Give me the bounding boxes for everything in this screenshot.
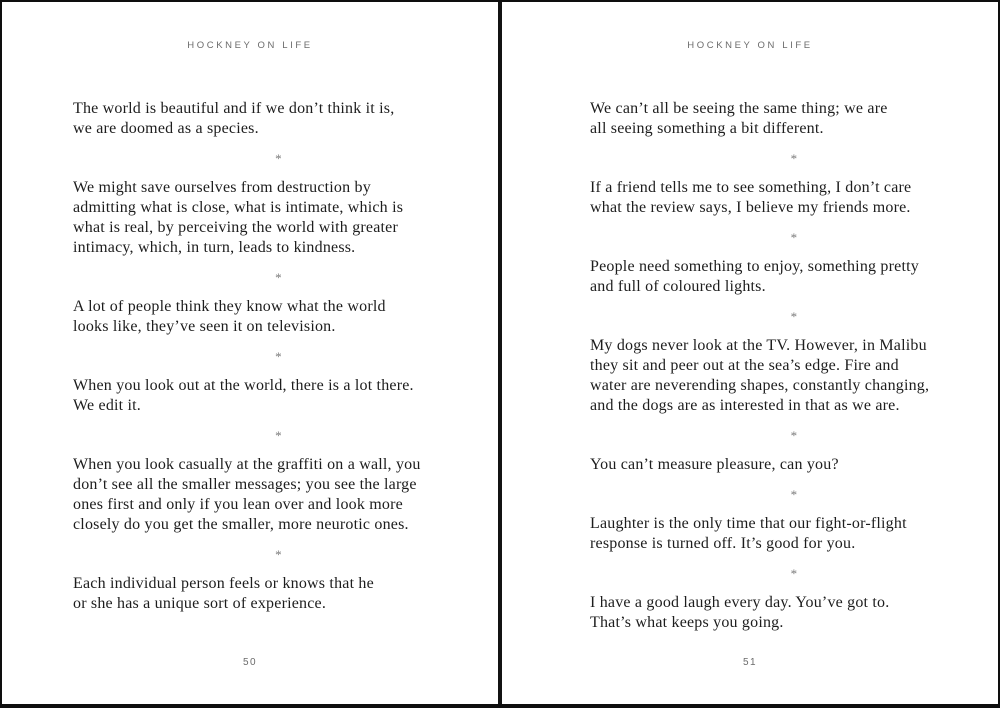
page-number-left: 50 [242, 657, 258, 668]
quote-line: I have a good laugh every day. You’ve got to. [590, 594, 890, 611]
quote-line: and full of coloured lights. [590, 278, 766, 295]
quote-line: and the dogs are as interested in that as we are. [590, 397, 900, 414]
quote-line: they sit and peer out at the sea’s edge. Fire and [590, 357, 899, 374]
separator-asterisk: * [790, 309, 798, 324]
quote-line: We edit it. [73, 397, 142, 414]
quote-line: all seeing something a bit different. [590, 120, 824, 137]
quote-line: You can’t measure pleasure, can you? [590, 456, 839, 473]
quote-line: My dogs never look at the TV. However, in Malibu [590, 337, 927, 354]
separator-asterisk: * [275, 428, 282, 443]
quote [590, 455, 998, 475]
quote-line: When you look casually at the graffiti on a wall, you [73, 456, 421, 473]
quotes-right [502, 99, 998, 633]
quote-line: closely do you get the smaller, more neurotic ones. [73, 516, 409, 533]
quotes-left [2, 99, 498, 614]
quote-line: When you look out at the world, there is a lot there. [73, 377, 414, 394]
running-head-right: HOCKNEY ON LIFE [687, 40, 813, 51]
separator-asterisk: * [790, 151, 798, 166]
quote [590, 593, 998, 633]
quote [590, 257, 998, 297]
quote [590, 336, 998, 416]
quote-line: looks like, they’ve seen it on television. [73, 318, 336, 335]
quote [73, 99, 498, 139]
quote-line: water are neverending shapes, constantly changing, [590, 377, 930, 394]
separator-asterisk: * [790, 230, 798, 245]
quote-line: ones first and only if you lean over and look more [73, 496, 403, 513]
quote [590, 514, 998, 554]
quote-line: People need something to enjoy, something pretty [590, 258, 919, 275]
quote-line: If a friend tells me to see something, I don’t care [590, 179, 912, 196]
quote-line: We can’t all be seeing the same thing; we are [590, 100, 888, 117]
quote-line: or she has a unique sort of experience. [73, 595, 327, 612]
quote [73, 376, 498, 416]
separator-asterisk: * [275, 349, 282, 364]
separator-asterisk: * [275, 270, 282, 285]
quote-line: intimacy, which, in turn, leads to kindness. [73, 239, 356, 256]
page-right [502, 2, 998, 704]
quote [73, 297, 498, 337]
page-left [2, 2, 498, 704]
separator-asterisk: * [275, 151, 282, 166]
separator-asterisk: * [790, 487, 798, 502]
quote-line: don’t see all the smaller messages; you see the large [73, 476, 417, 493]
quote [73, 178, 498, 258]
quote-line: we are doomed as a species. [73, 120, 259, 137]
quote-line: We might save ourselves from destruction by [73, 179, 371, 196]
separator-asterisk: * [790, 428, 798, 443]
running-head-left: HOCKNEY ON LIFE [187, 40, 313, 51]
quote [73, 455, 498, 535]
quote-line: what the review says, I believe my friends more. [590, 199, 911, 216]
separator-asterisk: * [790, 566, 798, 581]
quote-line: response is turned off. It’s good for you. [590, 535, 856, 552]
page-number-right: 51 [742, 657, 758, 668]
quote-line: The world is beautiful and if we don’t think it is, [73, 100, 395, 117]
quote-line: Laughter is the only time that our fight-or-flight [590, 515, 907, 532]
quote [73, 574, 498, 614]
quote-line: what is real, by perceiving the world with greater [73, 219, 398, 236]
quote [590, 178, 998, 218]
quote-line: That’s what keeps you going. [590, 614, 784, 631]
quote-line: admitting what is close, what is intimate, which is [73, 199, 404, 216]
quote [590, 99, 998, 139]
separator-asterisk: * [275, 547, 282, 562]
quote-line: Each individual person feels or knows that he [73, 575, 374, 592]
quote-line: A lot of people think they know what the world [73, 298, 386, 315]
